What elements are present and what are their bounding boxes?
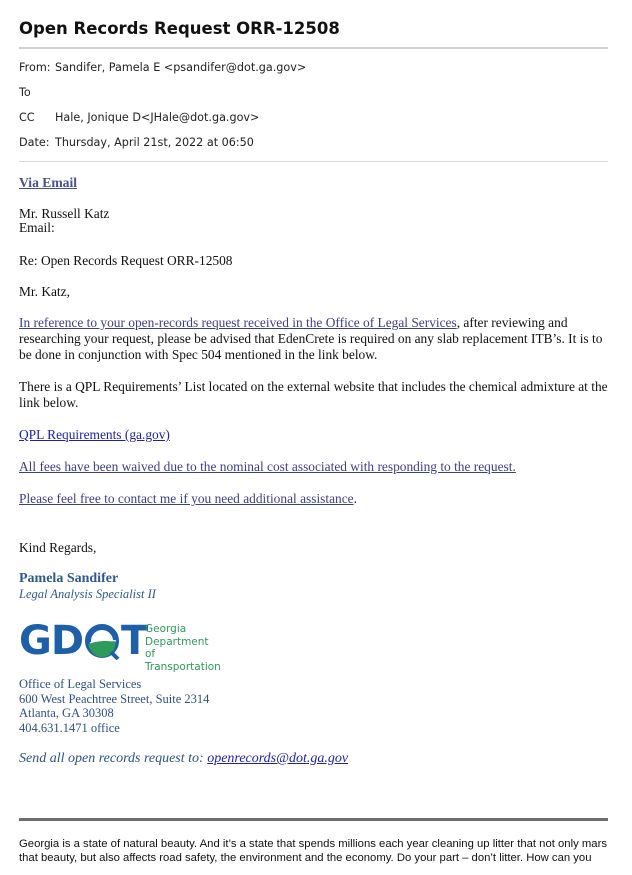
- logo-letter-d: D: [50, 618, 84, 664]
- address-line-2: 600 West Peachtree Street, Suite 2314: [19, 691, 210, 706]
- recipient-email-label: Email:: [19, 220, 55, 235]
- via-email-line: [19, 175, 611, 191]
- paragraph-2: There is a QPL Requirements’ List located on the external website that includes the chemical admixture at the link below.: [19, 379, 608, 410]
- paragraph-1: [19, 315, 611, 363]
- logo-letter-g: G: [19, 618, 51, 664]
- openrecords-email-link[interactable]: openrecords@dot.ga.gov: [207, 751, 349, 766]
- subject-divider: [19, 47, 608, 49]
- cc-label: CC: [19, 111, 35, 124]
- date-label: Date:: [19, 136, 50, 149]
- logo-georgia-o-icon: [83, 622, 121, 660]
- logo-text-line-2: Department: [145, 635, 209, 648]
- closing: Kind Regards,: [19, 540, 97, 555]
- send-records-line: [19, 751, 611, 767]
- logo-text-line-3: of Transportation: [145, 648, 221, 673]
- salutation: Mr. Katz,: [19, 284, 70, 299]
- header-to: [19, 86, 55, 99]
- header-from: [19, 61, 306, 74]
- logo-letter-t: T: [121, 618, 148, 664]
- paragraph-1-text: , after reviewing and researching your request, please be advised that EdenCrete is required on any slab replacement ITB’s. It is to be done in conjunction with Spec 504 mentioned in the link below.: [19, 315, 603, 362]
- header-cc: [19, 111, 259, 124]
- office-address: [19, 677, 611, 735]
- fees-waived-link[interactable]: All fees have been waived due to the nominal cost associated with responding to the request.: [19, 459, 516, 474]
- send-records-label: Send all open records request to:: [19, 751, 208, 766]
- qpl-requirements-link[interactable]: QPL Requirements (ga.gov): [19, 427, 170, 442]
- header-date: [19, 136, 254, 149]
- contact-line: [19, 491, 611, 507]
- from-label: From:: [19, 61, 51, 74]
- via-email: Via Email: [19, 175, 78, 190]
- contact-link[interactable]: Please feel free to contact me if you need additional assistance: [19, 491, 354, 506]
- recipient-block: [19, 206, 611, 236]
- re-line: Re: Open Records Request ORR-12508: [19, 253, 233, 268]
- fees-line: [19, 459, 611, 475]
- cc-value[interactable]: Hale, Jonique D<JHale@dot.ga.gov>: [55, 111, 260, 124]
- open-records-request-link[interactable]: In reference to your open-records request received in the Office of Legal Services: [19, 315, 457, 330]
- address-line-4: 404.631.1471 office: [19, 720, 120, 735]
- from-value[interactable]: Sandifer, Pamela E <psandifer@dot.ga.gov>: [55, 61, 307, 74]
- contact-period: .: [353, 491, 357, 506]
- header-divider: [19, 161, 608, 162]
- date-value: Thursday, April 21st, 2022 at 06:50: [55, 136, 254, 149]
- footer-divider: [19, 818, 608, 821]
- signature-block: [19, 571, 611, 602]
- address-line-1: Office of Legal Services: [19, 677, 142, 691]
- address-line-3: Atlanta, GA 30308: [19, 706, 114, 721]
- to-label: To: [19, 86, 31, 99]
- gdot-logo: [19, 618, 234, 673]
- logo-text-line-1: Georgia: [145, 623, 187, 635]
- recipient-name: Mr. Russell Katz: [19, 206, 110, 221]
- email-subject: Open Records Request ORR-12508: [19, 19, 340, 38]
- signature-name: Pamela Sandifer: [19, 571, 119, 586]
- logo-text: [145, 623, 234, 673]
- qpl-link-line: [19, 427, 611, 443]
- footer-text: Georgia is a state of natural beauty. And it’s a state that spends millions each year cleaning up litter that not only mars that beauty, but also affects road safety, the environment and the economy. Do your part – don’t litter. How can you: [19, 838, 607, 864]
- signature-title: Legal Analysis Specialist II: [19, 587, 156, 601]
